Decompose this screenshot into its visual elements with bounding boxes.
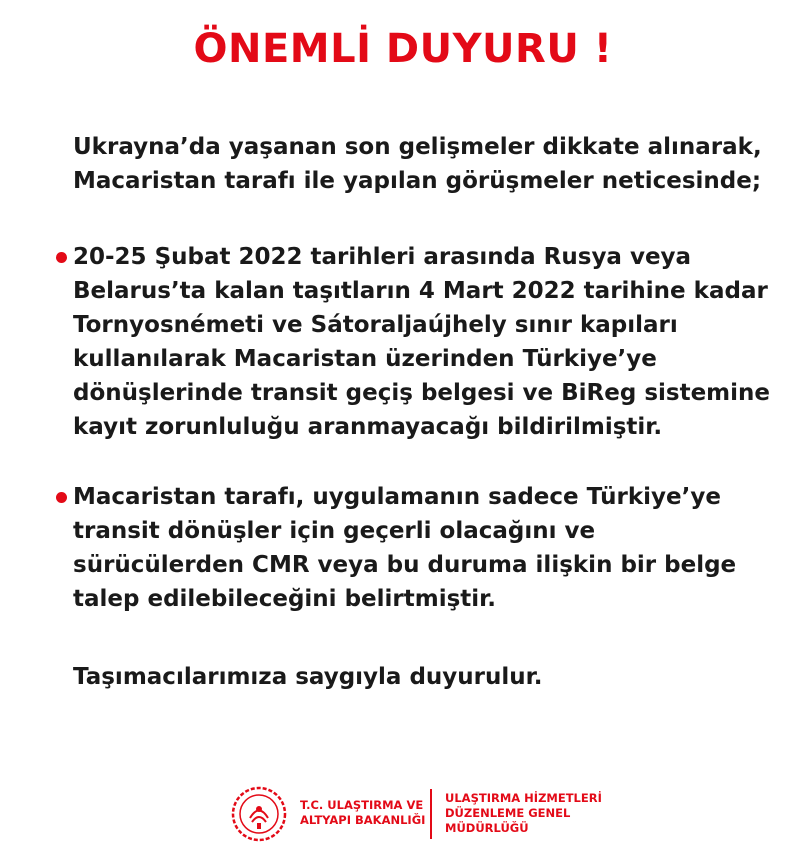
bullet-line: Belarus’ta kalan taşıtların 4 Mart 2022 tarihine kadar [73, 278, 768, 304]
bullet-line: kullanılarak Macaristan üzerinden Türkiye’ye [73, 346, 657, 372]
bullet-line: kayıt zorunluluğu aranmayacağı bildirilmiştir. [73, 414, 663, 440]
bullet-dot-icon [56, 492, 67, 503]
intro-line: Ukrayna’da yaşanan son gelişmeler dikkate alınarak, [73, 134, 762, 160]
intro-line: Macaristan tarafı ile yapılan görüşmeler neticesinde; [73, 168, 762, 194]
bullet-line: dönüşlerinde transit geçiş belgesi ve BiReg sistemine [73, 380, 771, 406]
ministry-name-line: T.C. ULAŞTIRMA VE [300, 798, 424, 812]
ministry-name [300, 798, 425, 828]
bullet-line: 20-25 Şubat 2022 tarihleri arasında Rusya veya [73, 244, 692, 270]
department-name-line: ULAŞTIRMA HİZMETLERİ [445, 791, 602, 805]
bullet-line: transit dönüşler için geçerli olacağını ve [73, 518, 596, 544]
bullet-line: Macaristan tarafı, uygulamanın sadece Türkiye’ye [73, 484, 721, 510]
intro-paragraph [73, 130, 793, 198]
footer-logos [230, 785, 630, 845]
page-title: ÖNEMLİ DUYURU ! [193, 26, 613, 72]
department-name-line: MÜDÜRLÜĞÜ [445, 821, 529, 835]
bullet-line: Tornyosnémeti ve Sátoraljaújhely sınır kapıları [73, 312, 678, 338]
bullet-item-2 [73, 480, 793, 616]
bullet-dot-icon [56, 252, 67, 263]
ministry-emblem-icon [230, 785, 288, 843]
bullet-item-1 [73, 240, 793, 444]
footer-divider [430, 789, 432, 839]
closing-text: Taşımacılarımıza saygıyla duyurulur. [73, 664, 543, 690]
ministry-name-line: ALTYAPI BAKANLIĞI [300, 813, 426, 827]
bullet-line: talep edilebileceğini belirtmiştir. [73, 586, 496, 612]
department-name-line: DÜZENLEME GENEL [445, 806, 571, 820]
bullet-line: sürücülerden CMR veya bu duruma ilişkin bir belge [73, 552, 737, 578]
department-name [445, 791, 602, 836]
